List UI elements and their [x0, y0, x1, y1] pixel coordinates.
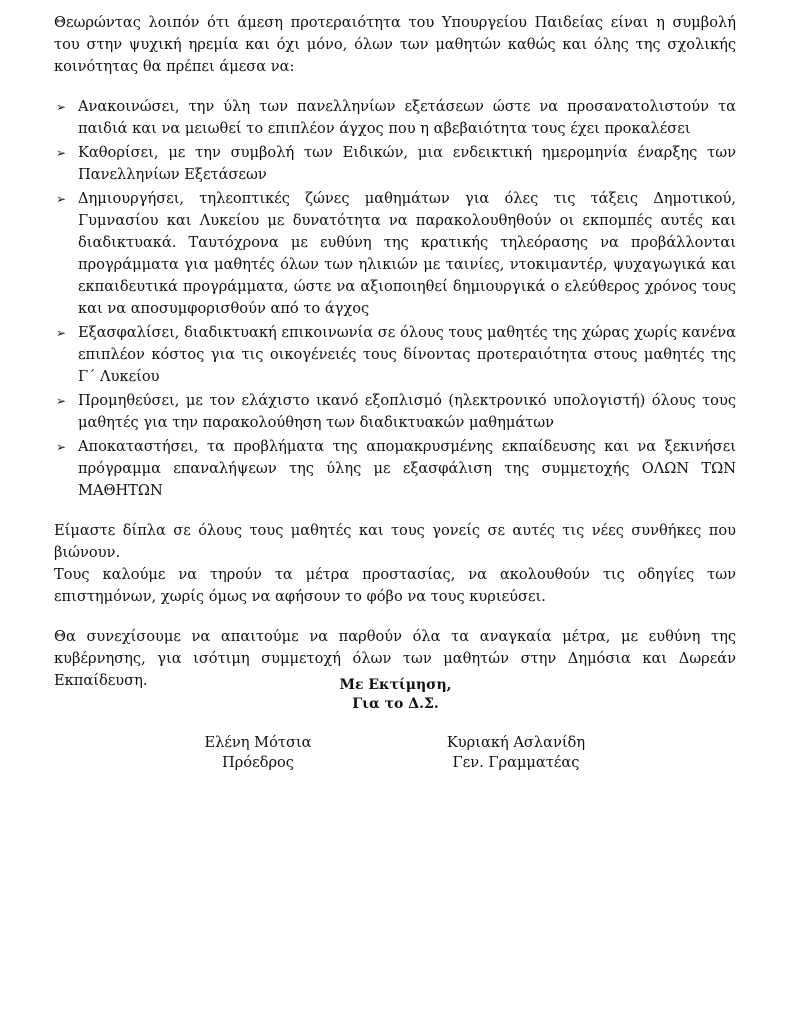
list-item-text: Καθορίσει, με την συμβολή των Ειδικών, μια ενδεικτική ημερομηνία έναρξης των Πανελληνίων Εξετάσεων — [78, 144, 736, 183]
list-item — [54, 142, 736, 186]
signatory-name: Κυριακή Ασλανίδη — [446, 734, 586, 751]
demands-list — [54, 96, 736, 502]
signatory-role: Γεν. Γραμματέας — [452, 754, 580, 771]
arrowhead-bullet-icon: ➢ — [56, 192, 67, 206]
arrowhead-bullet-icon: ➢ — [56, 326, 67, 340]
advice-paragraph: Τους καλούμε να τηρούν τα μέτρα προστασίας, να ακολουθούν τις οδηγίες των επιστημόνων, χωρίς όμως να αφήσουν το φόβο να τους κυριεύσει. — [54, 566, 736, 605]
list-item — [54, 96, 736, 140]
signature-president — [148, 733, 368, 773]
arrowhead-bullet-icon: ➢ — [56, 394, 67, 408]
list-item — [54, 390, 736, 434]
support-paragraphs — [54, 520, 736, 608]
list-item-text: Αποκαταστήσει, τα προβλήματα της απομακρυσμένης εκπαίδευσης και να ξεκινήσει πρόγραμμα επαναλήψεων της ύλης με εξασφάλιση της συμμετοχής ΟΛΩΝ ΤΩΝ ΜΑΘΗΤΩΝ — [78, 438, 736, 499]
arrowhead-bullet-icon: ➢ — [56, 100, 67, 114]
signatory-name: Ελένη Μότσια — [204, 734, 312, 751]
list-item — [54, 188, 736, 320]
demand-paragraph: Θα συνεχίσουμε να απαιτούμε να παρθούν όλα τα αναγκαία μέτρα, με ευθύνη της κυβέρνησης, για ισότιμη συμμετοχή όλων των μαθητών στην Δημόσια και Δωρεάν Εκπαίδευση. — [54, 628, 736, 689]
list-item-text: Ανακοινώσει, την ύλη των πανελληνίων εξετάσεων ώστε να προσανατολιστούν τα παιδιά και να μειωθεί το επιπλέον άγχος που η αβεβαιότητα τους έχει προκαλέσει — [78, 98, 736, 137]
list-item-text: Δημιουργήσει, τηλεοπτικές ζώνες μαθημάτων για όλες τις τάξεις Δημοτικού, Γυμνασίου και Λυκείου με δυνατότητα να παρακολουθηθούν οι εκπομπές αυτές και διαδικτυακά. Ταυτόχρονα με ευθύνη της κρατικής τηλεόρασης να προβάλλονται προγράμματα για μαθητές όλων των ηλικιών με ταινίες, ντοκιμαντέρ, ψυχαγωγικά και εκπαιδευτικά προγράμματα, ώστε να αξιοποιηθεί δημιουργικά ο ελεύθερος χρόνος τους και να αποσυμφορισθούν από το άγχος — [78, 190, 736, 317]
arrowhead-bullet-icon: ➢ — [56, 146, 67, 160]
closing-board: Για το Δ.Σ. — [352, 696, 439, 712]
list-item — [54, 322, 736, 388]
closing-block — [0, 676, 791, 714]
document-body — [54, 12, 736, 692]
list-item — [54, 436, 736, 502]
signatory-role: Πρόεδρος — [222, 754, 294, 771]
arrowhead-bullet-icon: ➢ — [56, 440, 67, 454]
list-item-text: Εξασφαλίσει, διαδικτυακή επικοινωνία σε όλους τους μαθητές της χώρας χωρίς κανένα επιπλέον κόστος για τις οικογένειές τους δίνοντας προτεραιότητα στους μαθητές της Γ΄ Λυκείου — [78, 324, 736, 385]
closing-greeting: Με Εκτίμηση, — [339, 677, 452, 693]
support-paragraph: Είμαστε δίπλα σε όλους τους μαθητές και τους γονείς σε αυτές τις νέες συνθήκες που βιώνουν. — [54, 522, 736, 561]
list-item-text: Προμηθεύσει, με τον ελάχιστο ικανό εξοπλισμό (ηλεκτρονικό υπολογιστή) όλους τους μαθητές για την παρακολούθηση των διαδικτυακών μαθημάτων — [78, 392, 736, 431]
intro-paragraph: Θεωρώντας λοιπόν ότι άμεση προτεραιότητα του Υπουργείου Παιδείας είναι η συμβολή του στην ψυχική ηρεμία και όχι μόνο, όλων των μαθητών καθώς και όλης της σχολικής κοινότητας θα πρέπει άμεσα να: — [54, 14, 736, 75]
signature-secretary — [406, 733, 626, 773]
